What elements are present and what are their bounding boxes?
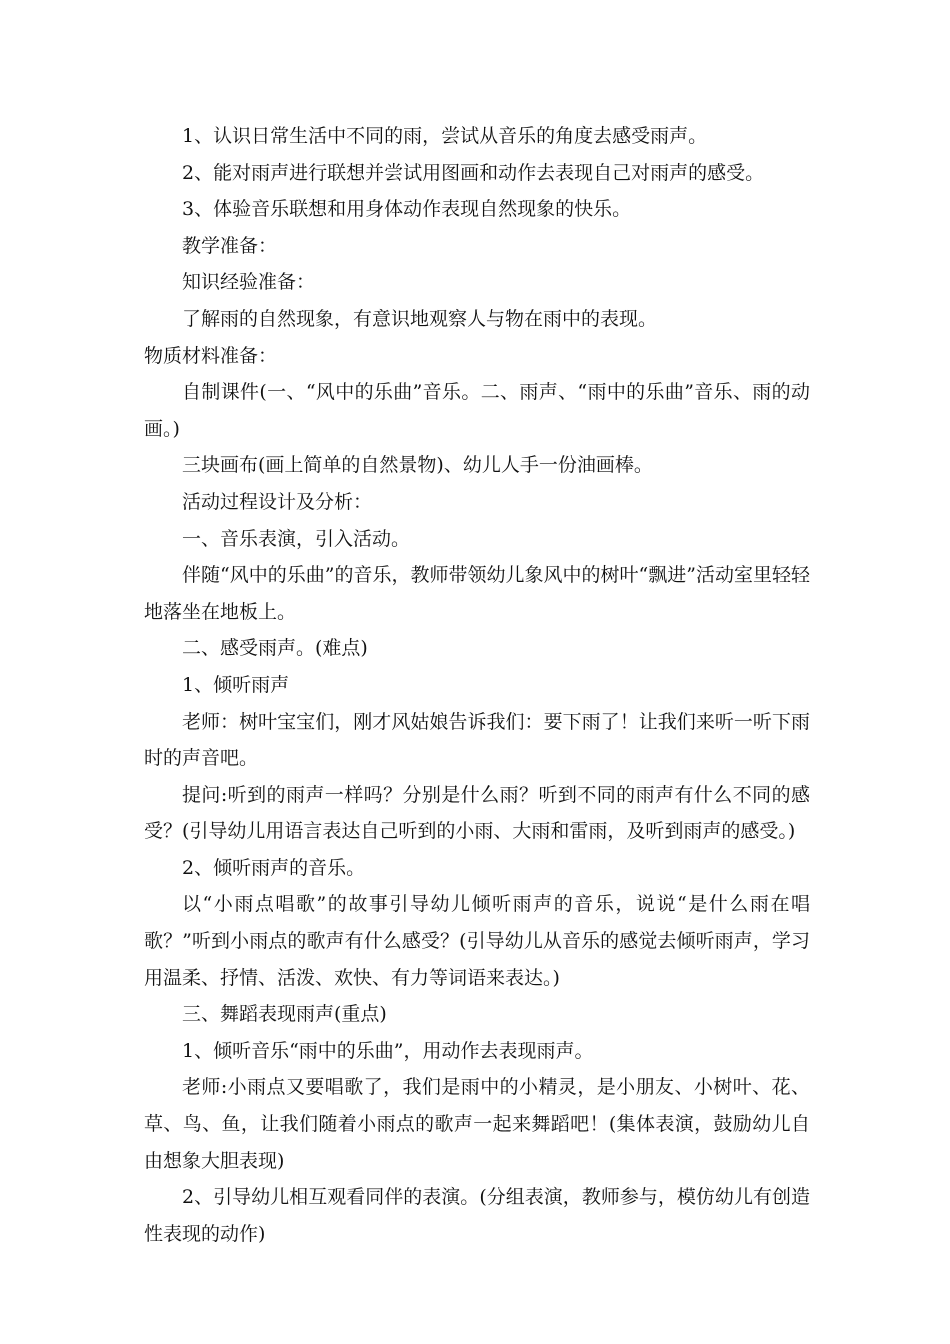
section-heading-process: 活动过程设计及分析： bbox=[182, 490, 373, 513]
step-2-teacher-line: 老师：树叶宝宝们，刚才风姑娘告诉我们：要下雨了！让我们来听一听下雨时的声音吧。 bbox=[144, 710, 810, 770]
objective-2: 2、能对雨声进行联想并尝试用图画和动作去表现自己对雨声的感受。 bbox=[182, 161, 765, 184]
step-2-story: 以“小雨点唱歌”的故事引导幼儿倾听雨声的音乐，说说“是什么雨在唱歌？”听到小雨点的歌声有什么感受？(引导幼儿从音乐的感觉去倾听雨声，学习用温柔、抒情、活泼、欢快、有力等词语来表达。) bbox=[144, 893, 810, 989]
step-3-teacher-line: 老师:小雨点又要唱歌了，我们是雨中的小精灵，是小朋友、小树叶、花、草、鸟、鱼，让我们随着小雨点的歌声一起来舞蹈吧！(集体表演，鼓励幼儿自由想象大胆表现) bbox=[144, 1076, 810, 1172]
step-3-heading: 三、舞蹈表现雨声(重点) bbox=[182, 1003, 387, 1026]
subheading-materials: 物质材料准备： bbox=[144, 344, 278, 367]
step-2-heading: 二、感受雨声。(难点) bbox=[182, 637, 368, 660]
subheading-knowledge: 知识经验准备： bbox=[182, 271, 316, 294]
step-3-sub-1: 1、倾听音乐“雨中的乐曲”，用动作去表现雨声。 bbox=[182, 1039, 594, 1062]
objective-1: 1、认识日常生活中不同的雨，尝试从音乐的角度去感受雨声。 bbox=[182, 125, 708, 147]
section-heading-preparation: 教学准备： bbox=[182, 234, 278, 257]
objective-3: 3、体验音乐联想和用身体动作表现自然现象的快乐。 bbox=[182, 198, 632, 221]
knowledge-text: 了解雨的自然现象，有意识地观察人与物在雨中的表现。 bbox=[182, 307, 658, 330]
step-3-sub-2: 2、引导幼儿相互观看同伴的表演。(分组表演，教师参与，模仿幼儿有创造性表现的动作) bbox=[144, 1186, 810, 1245]
materials-canvas: 三块画布(画上简单的自然景物)、幼儿人手一份油画棒。 bbox=[182, 454, 653, 477]
materials-courseware: 自制课件(一、“风中的乐曲”音乐。二、雨声、“雨中的乐曲”音乐、雨的动画。) bbox=[144, 381, 810, 440]
step-1-heading: 一、音乐表演，引入活动。 bbox=[182, 527, 411, 550]
document-body bbox=[144, 118, 810, 1252]
step-2-question: 提问:听到的雨声一样吗？分别是什么雨？听到不同的雨声有什么不同的感受？(引导幼儿用语言表达自己听到的小雨、大雨和雷雨，及听到雨声的感受。) bbox=[144, 783, 810, 843]
step-2-sub-2: 2、倾听雨声的音乐。 bbox=[182, 856, 366, 879]
step-2-sub-1: 1、倾听雨声 bbox=[182, 673, 290, 696]
step-1-text: 伴随“风中的乐曲”的音乐，教师带领幼儿象风中的树叶“飘进”活动室里轻轻地落坐在地板上。 bbox=[144, 564, 810, 623]
